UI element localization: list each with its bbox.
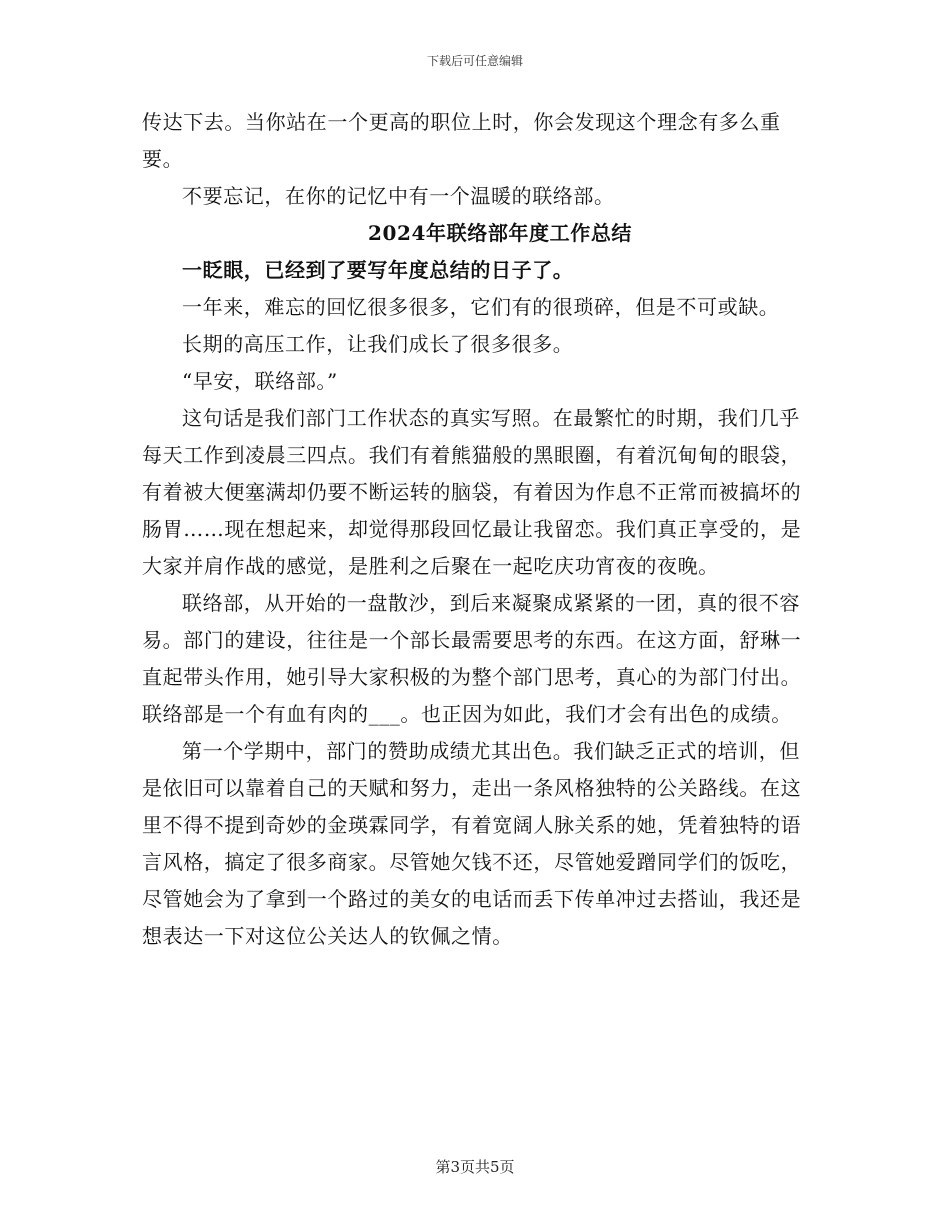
document-title: 2024年联络部年度工作总结 (367, 221, 633, 245)
paragraph-quote: “早安，联络部。” (182, 369, 338, 393)
paragraph-continuation: 传达下去。当你站在一个更高的职位上时，你会发现这个理念有多么重要。 (142, 110, 781, 171)
paragraph: 一年来，难忘的回忆很多很多，它们有的很琐碎，但是不可或缺。 (182, 295, 780, 319)
document-body (142, 104, 818, 955)
paragraph: 联络部，从开始的一盘散沙，到后来凝聚成紧紧的一团，真的很不容易。部门的建设，往往是一个部长最需要思考的东西。在这方面，舒琳一直起带头作用，她引导大家积极的为整个部门思考，真心的为部门付出。联络部是一个有血有肉的___。也正因为如此，我们才会有出色的成绩。 (142, 591, 802, 726)
paragraph: 这句话是我们部门工作状态的真实写照。在最繁忙的时期，我们几乎每天工作到凌晨三四点。我们有着熊猫般的黑眼圈，有着沉甸甸的眼袋，有着被大便塞满却仍要不断运转的脑袋，有着因为作息不正常而被搞坏的肠胃……现在想起来，却觉得那段回忆最让我留恋。我们真正享受的，是大家并肩作战的感觉，是胜利之后聚在一起吃庆功宵夜的夜晚。 (142, 406, 802, 578)
header-note: 下载后可任意编辑 (426, 54, 523, 68)
paragraph-reminder: 不要忘记，在你的记忆中有一个温暖的联络部。 (182, 184, 615, 208)
page-footer: 第3页共5页 (435, 1158, 515, 1176)
paragraph: 第一个学期中，部门的赞助成绩尤其出色。我们缺乏正式的培训，但是依旧可以靠着自己的天赋和努力，走出一条风格独特的公关路线。在这里不得不提到奇妙的金瑛霖同学，有着宽阔人脉关系的她，凭着独特的语言风格，搞定了很多商家。尽管她欠钱不还，尽管她爱蹭同学们的饭吃，尽管她会为了拿到一个路过的美女的电话而丢下传单冲过去搭讪，我还是想表达一下对这位公关达人的钦佩之情。 (142, 739, 802, 948)
intro-bold: 一眨眼，已经到了要写年度总结的日子了。 (182, 258, 574, 282)
paragraph: 长期的高压工作，让我们成长了很多很多。 (182, 332, 574, 356)
